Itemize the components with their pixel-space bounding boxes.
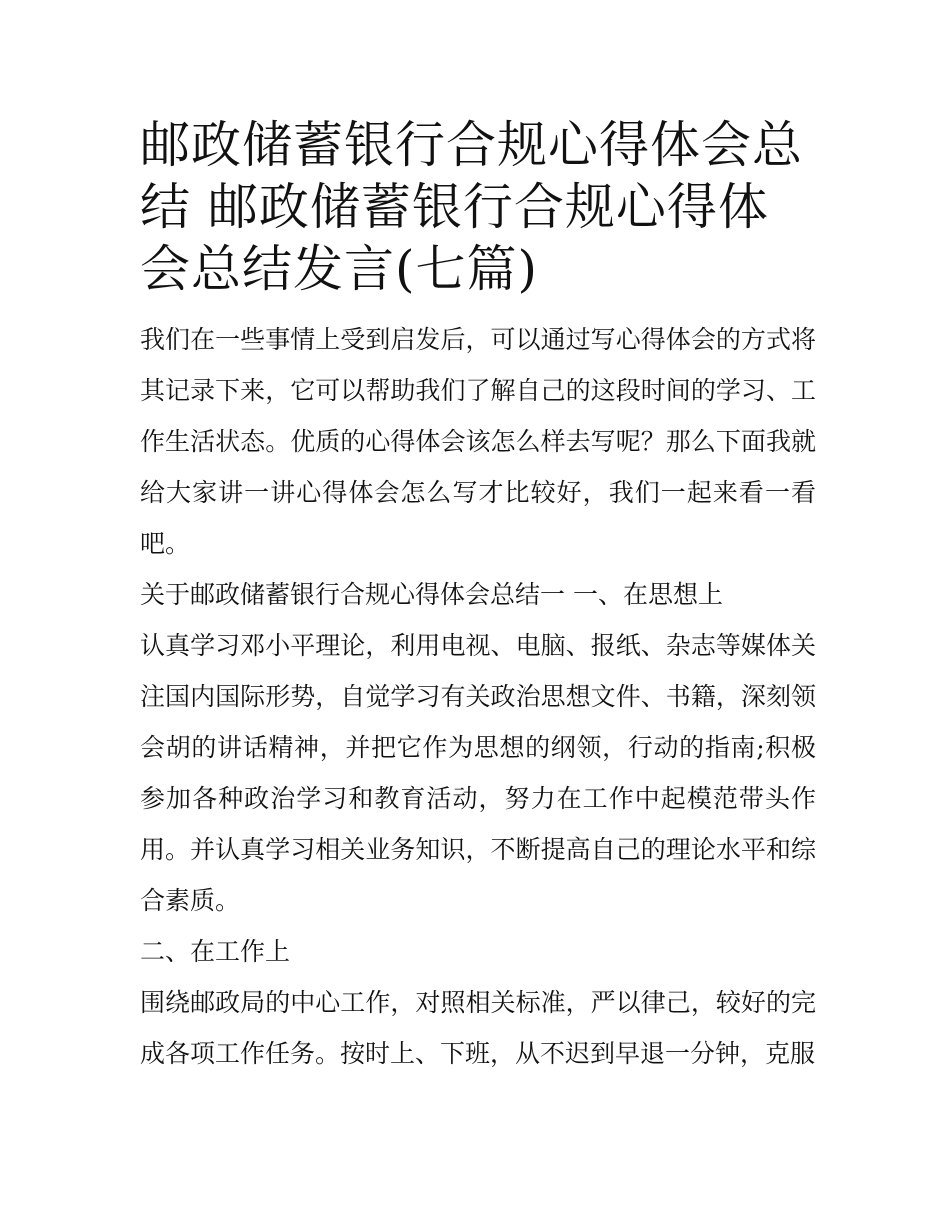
paragraph-section-heading-2: 二、在工作上 (140, 937, 291, 966)
document-body (140, 114, 816, 1079)
paragraph-intro: 我们在一些事情上受到启发后，可以通过写心得体会的方式将其记录下来，它可以帮助我们了解自己的这段时间的学习、工作生活状态。优质的心得体会该怎么样去写呢？那么下面我就给大家讲一讲心得体会怎么写才比较好，我们一起来看一看吧。 (140, 325, 816, 558)
document-title: 邮政储蓄银行合规心得体会总结 邮政储蓄银行合规心得体会总结发言(七篇) (140, 116, 803, 298)
paragraph-thought-content: 认真学习邓小平理论，利用电视、电脑、报纸、杂志等媒体关注国内国际形势，自觉学习有关政治思想文件、书籍，深刻领会胡的讲话精神，并把它作为思想的纲领，行动的指南;积极参加各种政治学习和教育活动，努力在工作中起模范带头作用。并认真学习相关业务知识，不断提高自己的理论水平和综合素质。 (140, 631, 816, 915)
paragraph-section-heading-1: 关于邮政储蓄银行合规心得体会总结一 一、在思想上 (140, 580, 723, 609)
paragraph-work-content: 围绕邮政局的中心工作，对照相关标准，严以律己，较好的完成各项工作任务。按时上、下班，从不迟到早退一分钟，克服 (140, 988, 816, 1068)
